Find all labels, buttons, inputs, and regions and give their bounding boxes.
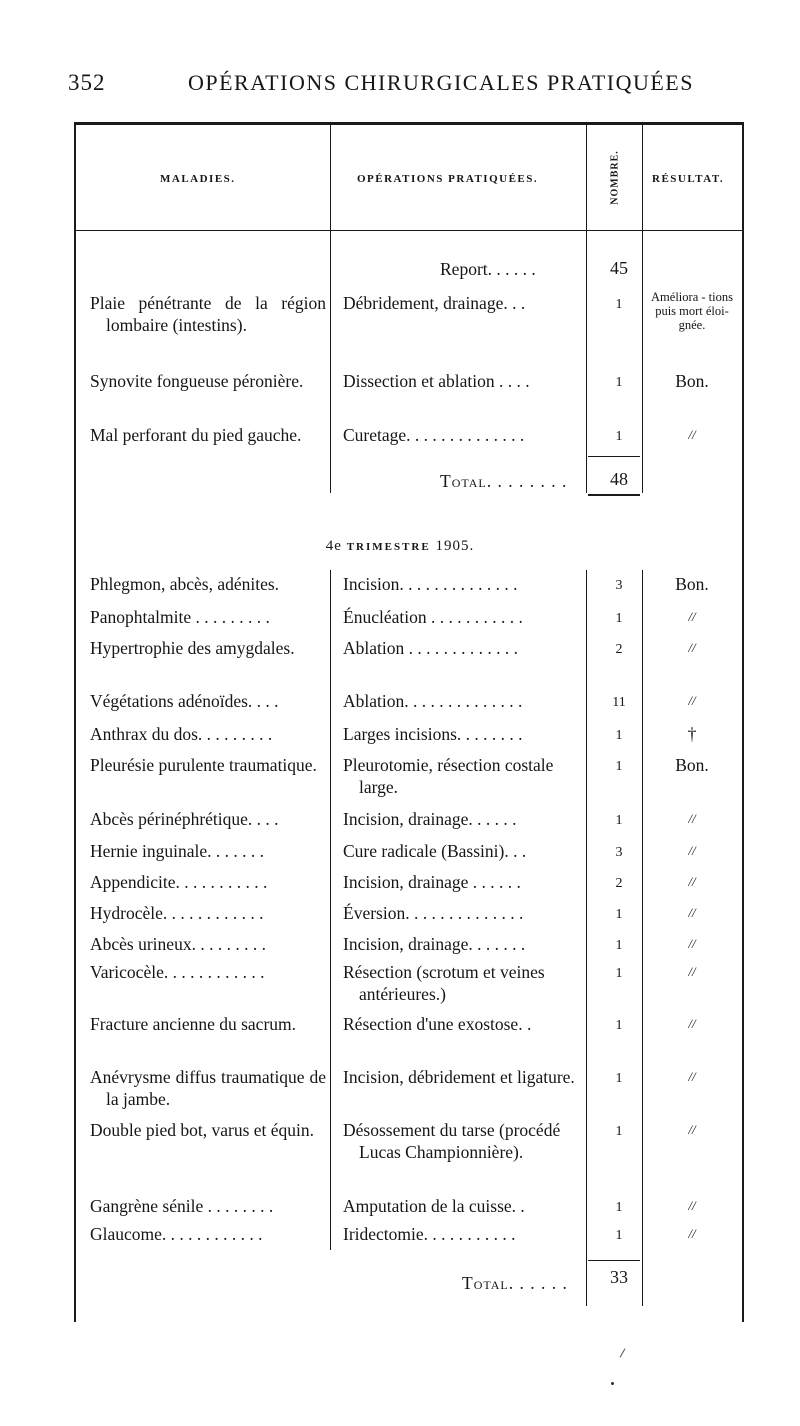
row-operation: Ablation . . . . . . . . . . . . . [343, 638, 518, 658]
row2-nombre: 1 [615, 375, 623, 390]
row-nombre: 1 [615, 1018, 623, 1033]
row-operation: Incision, drainage. . . . . . . [343, 934, 526, 954]
row-operation: Larges incisions. . . . . . . . [343, 724, 523, 744]
row-operation: Incision, drainage. . . . . . [343, 809, 517, 829]
report-label: Report. . . . . . [440, 259, 536, 279]
row-resultat: // [688, 693, 696, 708]
row-nombre: 1 [615, 1228, 623, 1243]
row-maladie: Abcès urineux. . . . . . . . . [90, 934, 266, 954]
page-number: 352 [68, 70, 106, 95]
row-resultat: // [688, 874, 696, 889]
stray-mark [620, 1348, 626, 1357]
header-maladies: MALADIES. [160, 173, 236, 185]
section-title [0, 538, 800, 555]
running-head: OPÉRATIONS CHIRURGICALES PRATIQUÉES [188, 70, 694, 95]
row-maladie: Anthrax du dos. . . . . . . . . [90, 724, 273, 744]
row3-operation: Curetage. . . . . . . . . . . . . . [343, 425, 525, 445]
row-operation: Amputation de la cuisse. . [343, 1196, 525, 1216]
row-maladie: Fracture ancienne du sacrum. [90, 1014, 297, 1034]
row-nombre: 1 [615, 1200, 623, 1215]
row-nombre: 1 [615, 1124, 623, 1139]
row-nombre: 1 [615, 938, 623, 953]
col-divider-2b [586, 570, 587, 1306]
row-resultat: // [688, 843, 696, 858]
row-nombre: 1 [615, 813, 623, 828]
row-maladie: Anévrysme diffus traumatique de la jambe. [90, 1067, 326, 1109]
row-nombre: 1 [615, 759, 623, 774]
row-resultat: // [688, 936, 696, 951]
row-resultat: // [688, 905, 696, 920]
row1-nombre: 1 [615, 297, 623, 312]
table-top-rule [74, 122, 744, 125]
row-operation: Résection (scrotum et veines antérieures.) [343, 962, 545, 1004]
row-operation: Cure radicale (Bassini). . . [343, 841, 527, 861]
row-nombre: 2 [615, 642, 623, 657]
row-operation: Éversion. . . . . . . . . . . . . . [343, 903, 524, 923]
row-resultat: // [688, 1226, 696, 1241]
row-maladie: Gangrène sénile . . . . . . . . [90, 1196, 274, 1216]
row-resultat: † [687, 724, 697, 744]
row-maladie: Appendicite. . . . . . . . . . . [90, 872, 268, 892]
col-divider-1 [330, 125, 331, 493]
row-nombre: 3 [615, 578, 623, 593]
section-number: 4e [325, 538, 342, 554]
total-rule-bottom [588, 494, 640, 496]
row-maladie: Glaucome. . . . . . . . . . . . [90, 1224, 263, 1244]
row-maladie: Phlegmon, abcès, adénites. [90, 574, 280, 594]
row-resultat: // [688, 1198, 696, 1213]
row-resultat: // [688, 1016, 696, 1031]
row-operation: Pleurotomie, résection costale large. [343, 755, 554, 797]
row2-operation: Dissection et ablation . . . . [343, 371, 530, 391]
row-nombre: 1 [615, 1071, 623, 1086]
total2-rule-top [588, 1260, 640, 1261]
total2-value: 33 [610, 1267, 628, 1287]
header-operations: OPÉRATIONS PRATIQUÉES. [357, 173, 539, 185]
row-resultat: // [688, 609, 696, 624]
row3-nombre: 1 [615, 429, 623, 444]
row-operation: Incision, drainage . . . . . . [343, 872, 521, 892]
row1-resultat: Améliora - tions puis mort éloi- gnée. [651, 290, 733, 332]
row3-resultat: // [688, 427, 696, 442]
row-resultat: // [688, 640, 696, 655]
row-resultat: // [688, 811, 696, 826]
row1-maladie: Plaie pénétrante de la région lombaire (intestins). [90, 293, 326, 335]
row-maladie: Panophtalmite . . . . . . . . . [90, 607, 270, 627]
col-divider-1b [330, 570, 331, 1250]
row-maladie: Hernie inguinale. . . . . . . [90, 841, 264, 861]
row-operation: Résection d'une exostose. . [343, 1014, 532, 1034]
section-year: 1905. [435, 538, 475, 554]
row2-maladie: Synovite fongueuse péronière. [90, 371, 304, 391]
row2-resultat: Bon. [675, 371, 709, 391]
row3-maladie: Mal perforant du pied gauche. [90, 425, 302, 445]
col-divider-2 [586, 125, 587, 493]
total1-value: 48 [610, 469, 628, 489]
row-operation: Ablation. . . . . . . . . . . . . . [343, 691, 523, 711]
row-nombre: 1 [615, 907, 623, 922]
row-operation: Énucléation . . . . . . . . . . . [343, 607, 523, 627]
row-resultat: Bon. [675, 755, 709, 775]
row-nombre: 3 [615, 845, 623, 860]
row1-operation: Débridement, drainage. . . [343, 293, 526, 313]
row-resultat: // [688, 964, 696, 979]
row-maladie: Double pied bot, varus et équin. [90, 1120, 315, 1140]
stray-dot [611, 1382, 614, 1385]
row-maladie: Hydrocèle. . . . . . . . . . . . [90, 903, 264, 923]
table-right-rule [742, 122, 744, 1322]
header-nombre: NOMBRE. [609, 150, 621, 205]
section-label: TRIMESTRE [346, 541, 431, 553]
total-rule-top [588, 456, 640, 457]
row-nombre: 11 [612, 695, 626, 710]
header-resultat: RÉSULTAT. [652, 173, 725, 185]
row-resultat: // [688, 1122, 696, 1137]
row-operation: Désossement du tarse (procédé Lucas Championnière). [343, 1120, 561, 1162]
row-maladie: Abcès périnéphrétique. . . . [90, 809, 279, 829]
row-nombre: 1 [615, 966, 623, 981]
row-operation: Incision. . . . . . . . . . . . . . [343, 574, 518, 594]
table-left-rule [74, 122, 76, 1322]
row-nombre: 1 [615, 728, 623, 743]
row-operation: Incision, débridement et ligature. [343, 1067, 575, 1087]
row-resultat: Bon. [675, 574, 709, 594]
row-maladie: Varicocèle. . . . . . . . . . . . [90, 962, 265, 982]
total2-label: Total. . . . . . [462, 1273, 568, 1293]
row-maladie: Pleurésie purulente traumatique. [90, 755, 317, 775]
row-nombre: 2 [615, 876, 623, 891]
row-operation: Iridectomie. . . . . . . . . . . [343, 1224, 516, 1244]
report-value: 45 [610, 258, 628, 278]
row-resultat: // [688, 1069, 696, 1084]
row-nombre: 1 [615, 611, 623, 626]
row-maladie: Hypertrophie des amygdales. [90, 638, 295, 658]
total1-label: Total. . . . . . . . [440, 471, 568, 491]
row-maladie: Végétations adénoïdes. . . . [90, 691, 279, 711]
